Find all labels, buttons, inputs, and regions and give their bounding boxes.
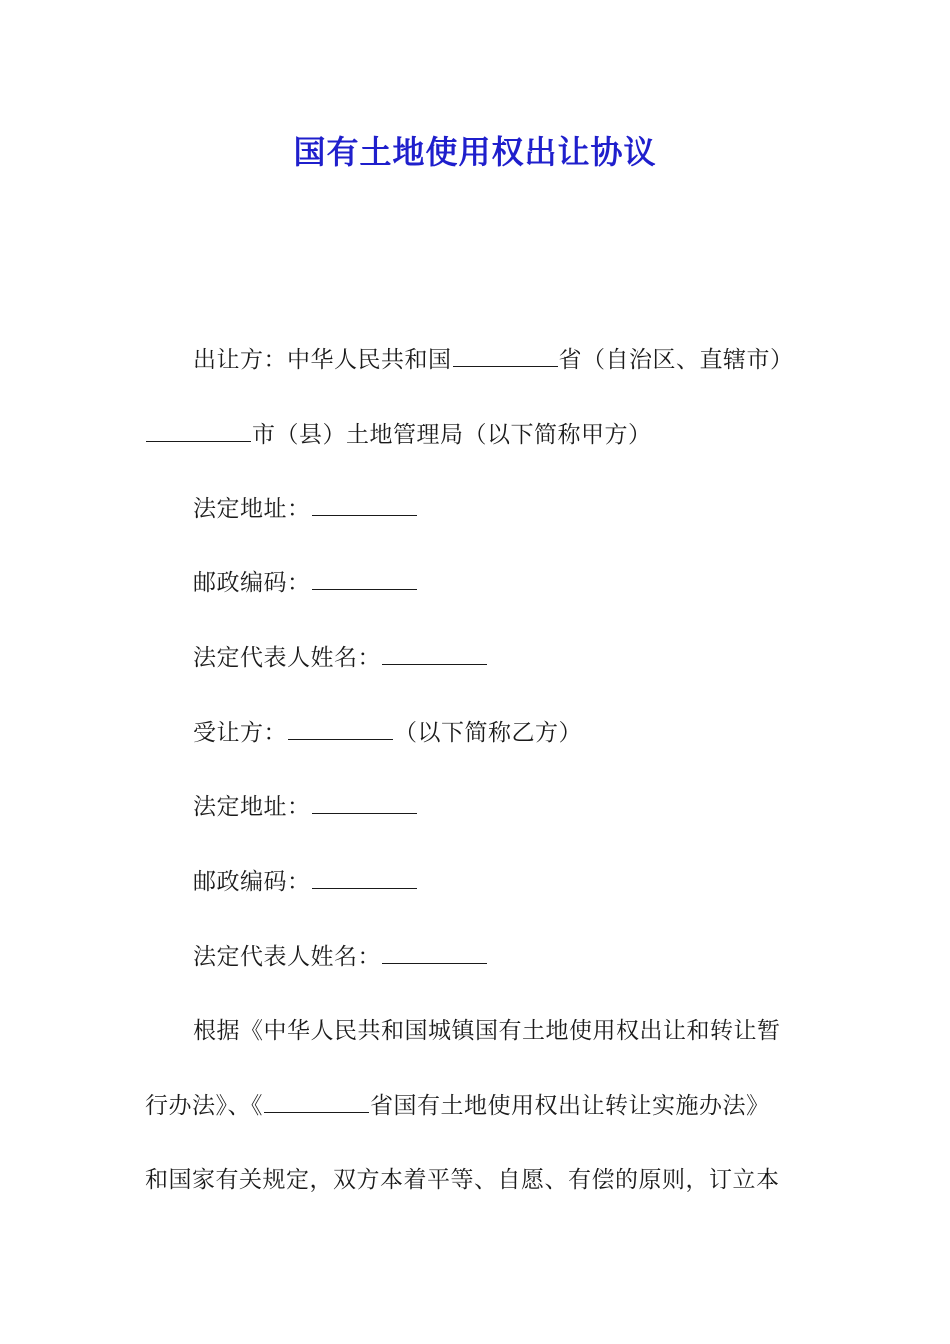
address-label: 法定地址： <box>193 496 311 522</box>
grantor-postcode-line <box>193 567 418 599</box>
grantor-representative-line <box>193 642 488 674</box>
grantee-line <box>193 717 582 749</box>
address-blank[interactable] <box>312 495 417 516</box>
grantor-line <box>193 344 794 376</box>
representative-label: 法定代表人姓名： <box>193 645 381 671</box>
paragraph-line <box>193 1015 781 1047</box>
representative-blank[interactable] <box>382 644 487 665</box>
representative-blank[interactable] <box>382 943 487 964</box>
postcode-blank[interactable] <box>312 868 417 889</box>
grantee-blank[interactable] <box>288 719 393 740</box>
paragraph-text: 根据《中华人民共和国城镇国有土地使用权出让和转让暂 <box>193 1018 781 1044</box>
postcode-blank[interactable] <box>312 569 417 590</box>
grantee-postcode-line <box>193 866 418 898</box>
grantee-address-line <box>193 791 418 823</box>
grantor-city-line <box>145 419 652 451</box>
paragraph-text: 行办法》、《 <box>145 1093 263 1119</box>
paragraph-text: 和国家有关规定，双方本着平等、自愿、有偿的原则，订立本 <box>145 1167 780 1193</box>
paragraph-line <box>145 1164 780 1196</box>
paragraph-line <box>145 1090 770 1122</box>
grantee-label: 受让方： <box>193 720 287 746</box>
city-blank[interactable] <box>146 421 251 442</box>
paragraph-text: 省国有土地使用权出让转让实施办法》 <box>370 1093 770 1119</box>
postcode-label: 邮政编码： <box>193 869 311 895</box>
grantor-label: 出让方：中华人民共和国 <box>193 347 452 373</box>
province-blank[interactable] <box>453 346 558 367</box>
representative-label: 法定代表人姓名： <box>193 944 381 970</box>
province-blank[interactable] <box>264 1092 369 1113</box>
city-suffix: 市（县）土地管理局（以下简称甲方） <box>252 422 652 448</box>
address-label: 法定地址： <box>193 794 311 820</box>
province-suffix: 省（自治区、直辖市） <box>558 347 794 373</box>
document-title: 国有土地使用权出让协议 <box>293 133 657 171</box>
address-blank[interactable] <box>312 793 417 814</box>
grantee-suffix: （以下简称乙方） <box>394 720 582 746</box>
grantee-representative-line <box>193 941 488 973</box>
grantor-address-line <box>193 493 418 525</box>
postcode-label: 邮政编码： <box>193 570 311 596</box>
